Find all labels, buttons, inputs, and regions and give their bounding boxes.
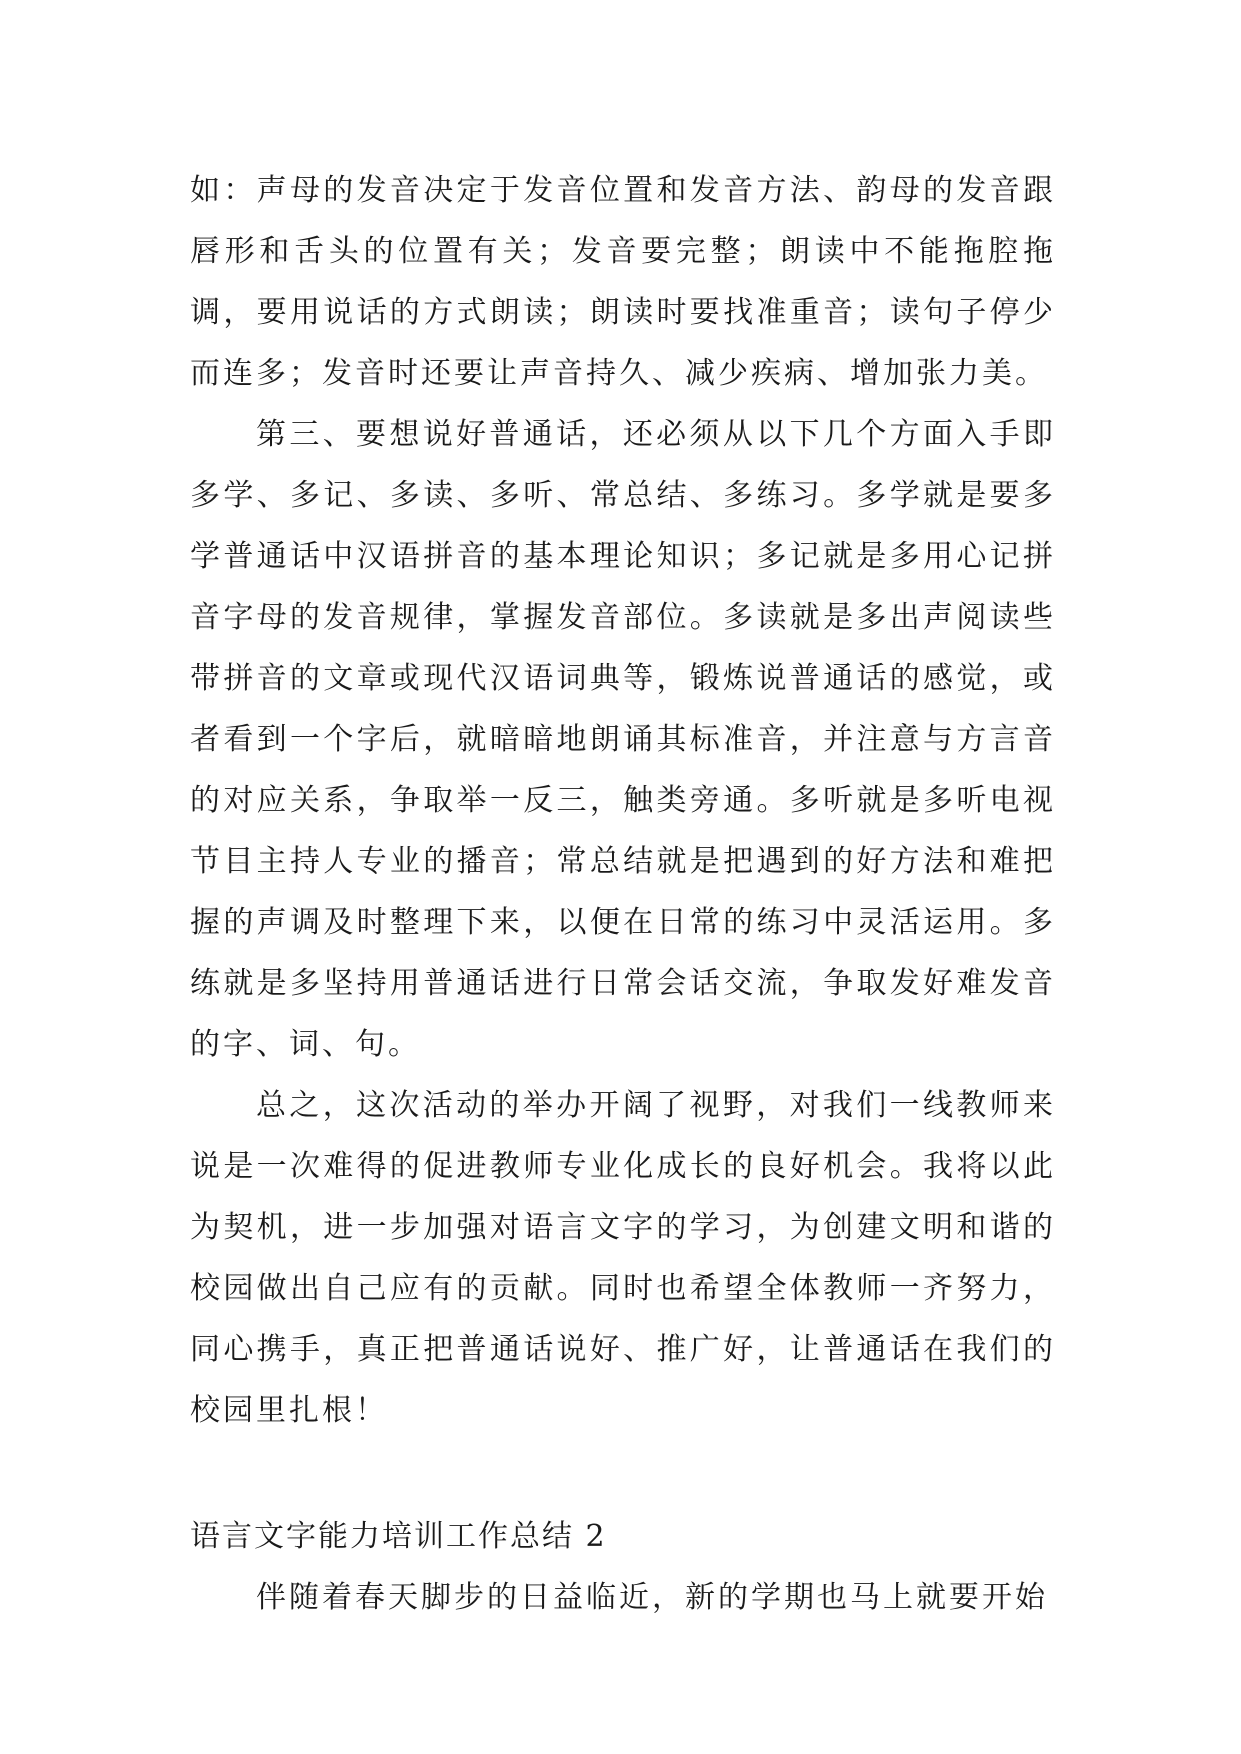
paragraph-third-point: 第三、要想说好普通话，还必须从以下几个方面入手即多学、多记、多读、多听、常总结、多练习。多学就是要多学普通话中汉语拼音的基本理论知识；多记就是多用心记拼音字母的发音规律，掌握发音部位。多读就是多出声阅读些带拼音的文章或现代汉语词典等，锻炼说普通话的感觉，或者看到一个字后，就暗暗地朗诵其标准音，并注意与方言音的对应关系，争取举一反三，触类旁通。多听就是多听电视节目主持人专业的播音；常总结就是把遇到的好方法和难把握的声调及时整理下来，以便在日常的练习中灵活运用。多练就是多坚持用普通话进行日常会话交流，争取发好难发音的字、词、句。 (190, 417, 1056, 1062)
document-body (190, 160, 1056, 1628)
paragraph-conclusion: 总之，这次活动的举办开阔了视野，对我们一线教师来说是一次难得的促进教师专业化成长的良好机会。我将以此为契机，进一步加强对语言文字的学习，为创建文明和谐的校园做出自己应有的贡献。同时也希望全体教师一齐努力，同心携手，真正把普通话说好、推广好，让普通话在我们的校园里扎根！ (190, 1088, 1056, 1428)
paragraph-opening: 伴随着春天脚步的日益临近，新的学期也马上就要开始 (256, 1580, 1048, 1615)
paragraph-pronunciation: 如：声母的发音决定于发音位置和发音方法、韵母的发音跟唇形和舌头的位置有关；发音要完整；朗读中不能拖腔拖调，要用说话的方式朗读；朗读时要找准重音；读句子停少而连多；发音时还要让声音持久、减少疾病、增加张力美。 (190, 173, 1056, 391)
section-title: 语言文字能力培训工作总结 2 (190, 1519, 607, 1554)
